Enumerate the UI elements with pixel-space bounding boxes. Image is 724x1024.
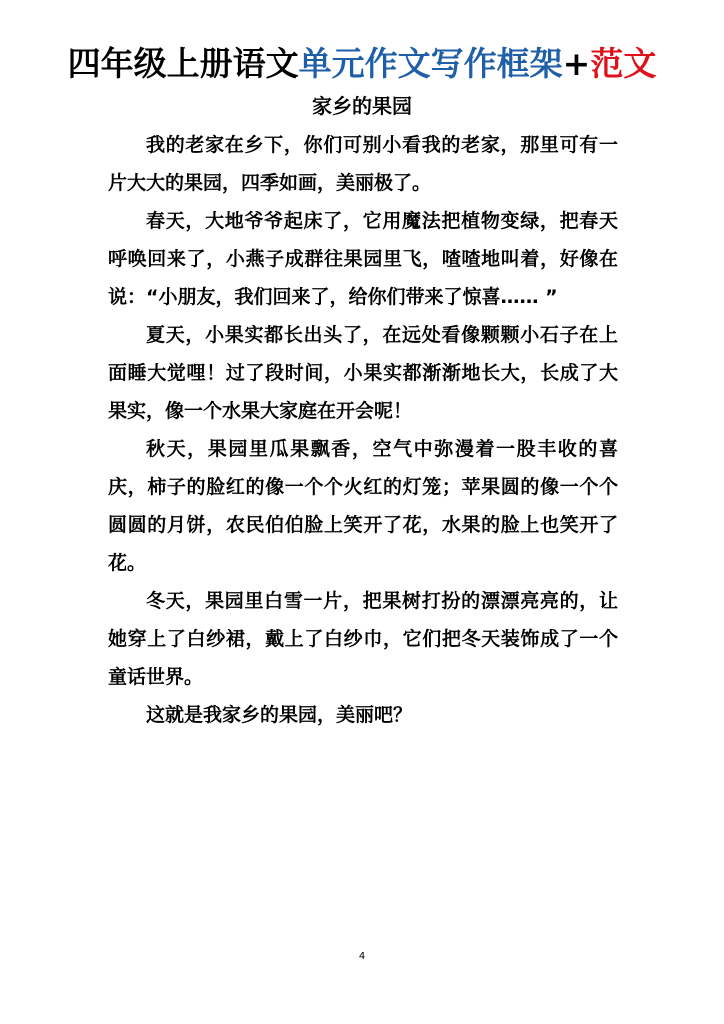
essay-paragraph: 冬天，果园里白雪一片，把果树打扮的漂漂亮亮的，让她穿上了白纱裙，戴上了白纱巾，它们把冬天装饰成了一个童话世界。 xyxy=(108,590,618,688)
header-sample-essay-title: 范文 xyxy=(590,44,657,83)
header-plus-sign: + xyxy=(562,44,591,83)
essay-body xyxy=(108,126,618,734)
essay-paragraph: 夏天，小果实都长出头了，在远处看像颗颗小石子在上面睡大觉哩！过了段时间，小果实都渐渐地长大，长成了大果实，像一个水果大家庭在开会呢！ xyxy=(108,324,618,422)
essay-paragraph: 我的老家在乡下，你们可别小看我的老家，那里可有一片大大的果园，四季如画，美丽极了。 xyxy=(108,134,618,194)
essay-paragraph: 春天，大地爷爷起床了，它用魔法把植物变绿，把春天呼唤回来了，小燕子成群往果园里飞，喳喳地叫着，好像在说：“小朋友，我们回来了，给你们带来了惊喜…… ” xyxy=(108,210,618,308)
document-header xyxy=(0,42,724,86)
page-number: 4 xyxy=(358,951,366,962)
essay-paragraph: 秋天，果园里瓜果飘香，空气中弥漫着一股丰收的喜庆，柿子的脸红的像一个个火红的灯笼；苹果圆的像一个个圆圆的月饼，农民伯伯脸上笑开了花，水果的脸上也笑开了花。 xyxy=(108,438,618,574)
header-grade-title: 四年级上册语文 xyxy=(67,44,299,83)
essay-paragraph: 这就是我家乡的果园，美丽吧？ xyxy=(146,704,413,726)
essay-title: 家乡的果园 xyxy=(312,94,412,118)
header-framework-title: 单元作文写作框架 xyxy=(298,44,563,83)
